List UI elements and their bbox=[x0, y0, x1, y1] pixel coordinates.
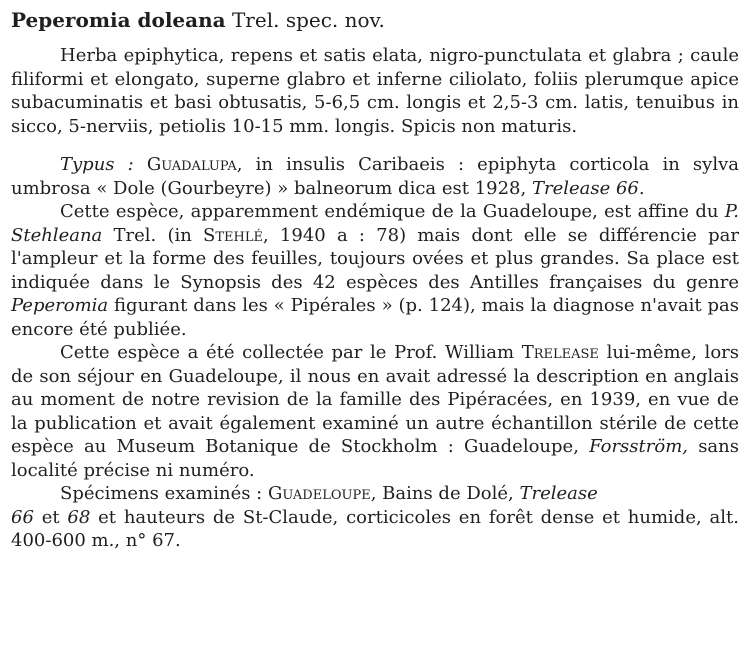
typus-collector: Trelease 66 bbox=[531, 177, 639, 199]
species-heading bbox=[11, 6, 739, 34]
specimens-text-2: , Bains de Dolé, bbox=[370, 483, 514, 504]
remark-paragraph-affinity bbox=[11, 200, 739, 341]
remark2-collector: Forsström, bbox=[589, 436, 688, 457]
remark1-species: P. Stehleana bbox=[11, 201, 739, 246]
specimens-locality: Guadeloupe bbox=[267, 483, 371, 504]
typus-label: Typus : bbox=[60, 154, 134, 175]
diagnosis-text: Herba epiphytica, repens et satis elata, nigro-punctulata et glabra ; caule filiformi et elongato, superne glabro et inferne ciliolato, foliis plerumque apice subacuminatis et basi obtusatis, 5-6,5 cm. longis et 2,5-3 cm. latis, tenuibus in sicco, 5-nerviis, petiolis 10-15 mm. longis. Spicis non maturis. bbox=[11, 45, 739, 137]
document-page bbox=[11, 6, 739, 553]
remark1-author: Stehlé bbox=[203, 224, 263, 246]
typus-text: , in insulis Caribaeis : epiphyta corticola in sylva umbrosa « Dole (Gourbeyre) » balneorum dica est 1928, bbox=[11, 154, 739, 199]
typus-locality: Guadalupa bbox=[146, 154, 237, 175]
remark1-text-3: , 1940 a : 78) mais dont elle se différencie par l'ampleur et la forme des feuilles, toujours ovées et plus grandes. Sa place est indiquée dans le Synopsis des 42 espèces des Antilles françaises du genre bbox=[11, 224, 739, 293]
specimens-number-1: 66 bbox=[11, 506, 34, 528]
remark2-text-2: lui-même, lors de son séjour en Guadeloupe, il nous en avait adressé la description en anglais au moment de notre revision de la famille des Pipéracées, en 1939, en vue de la publication et avait également examiné un autre échantillon stérile de cette espèce au Museum Botanique de Stockholm : Guadeloupe, bbox=[11, 342, 739, 457]
remark1-genus: Peperomia bbox=[11, 295, 109, 316]
latin-diagnosis bbox=[11, 44, 739, 138]
specimens-text-4: et hauteurs de St-Claude, corticicoles en forêt dense et humide, alt. 400-600 m., n° 67. bbox=[11, 506, 739, 551]
remark1-text-2: Trel. (in bbox=[113, 224, 192, 246]
specimens-text-3: et bbox=[41, 506, 60, 528]
remark2-text-3: sans localité précise ni numéro. bbox=[11, 436, 739, 481]
species-authority: Trel. spec. nov. bbox=[231, 8, 385, 32]
remark2-text-1: Cette espèce a été collectée par le Prof. William bbox=[60, 342, 515, 363]
specimens-number-2: 68 bbox=[67, 506, 91, 528]
typus-end: . bbox=[638, 177, 645, 199]
specimens-paragraph bbox=[11, 482, 739, 553]
remark1-text-1: Cette espèce, apparemment endémique de la Guadeloupe, est affine du bbox=[60, 201, 719, 222]
specimens-collector: Trelease bbox=[519, 483, 598, 504]
specimens-label: Spécimens examinés : bbox=[60, 483, 263, 504]
remark2-author: Trelease bbox=[521, 342, 599, 363]
remark1-text-4: figurant dans les « Pipérales » (p. 124), mais la diagnose n'avait pas encore été publiée. bbox=[11, 295, 739, 340]
typus-paragraph bbox=[11, 153, 739, 200]
species-name: Peperomia doleana bbox=[11, 8, 226, 32]
remark-paragraph-collection bbox=[11, 341, 739, 482]
